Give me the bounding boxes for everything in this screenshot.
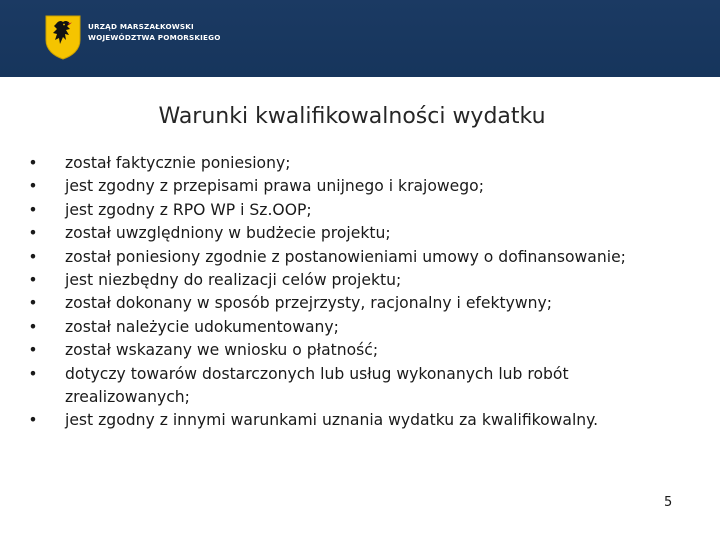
list-item-text: jest zgodny z innymi warunkami uznania wydatku za kwalifikowalny. (65, 411, 599, 430)
organization-name (88, 21, 221, 43)
page-number: 5 (664, 495, 673, 510)
conditions-list (28, 152, 678, 433)
organization-name-line1: URZĄD MARSZAŁKOWSKI (88, 22, 194, 31)
list-item (28, 152, 678, 175)
list-item (28, 363, 678, 410)
list-item (28, 199, 678, 222)
list-item (28, 316, 678, 339)
list-item-text: jest zgodny z przepisami prawa unijnego i krajowego; (65, 177, 484, 196)
bullet-point: • (28, 154, 38, 172)
bullet-point: • (28, 317, 38, 336)
list-item-text: został uwzględniony w budżecie projektu; (65, 224, 391, 243)
list-item-text: jest zgodny z RPO WP i Sz.OOP; (65, 200, 312, 219)
list-item (28, 222, 678, 245)
bullet-point: • (28, 177, 38, 196)
list-item-text: został należycie udokumentowany; (65, 317, 339, 336)
bullet-point: • (28, 411, 38, 430)
list-item (28, 409, 678, 432)
list-item-text: został wskazany we wniosku o płatność; (65, 341, 379, 360)
list-item-text: jest niezbędny do realizacji celów projektu; (65, 271, 402, 290)
list-item (28, 175, 678, 198)
list-item-text: dotyczy towarów dostarczonych lub usług wykonanych lub robót zrealizowanych; (65, 364, 569, 407)
pomorskie-griffin-crest-icon (44, 14, 82, 60)
bullet-point: • (28, 224, 38, 243)
bullet-point: • (28, 200, 38, 219)
slide-title: Warunki kwalifikowalności wydatku (158, 104, 546, 129)
bullet-point: • (28, 247, 38, 266)
list-item (28, 246, 678, 269)
list-item (28, 269, 678, 292)
list-item (28, 339, 678, 362)
bullet-point: • (28, 341, 38, 360)
bullet-point: • (28, 271, 38, 290)
list-item-text: został faktycznie poniesiony; (65, 154, 291, 172)
bullet-point: • (28, 364, 38, 383)
list-item-text: został poniesiony zgodnie z postanowieniami umowy o dofinansowanie; (65, 247, 626, 266)
header-bar (0, 0, 720, 77)
list-item-text: został dokonany w sposób przejrzysty, racjonalny i efektywny; (65, 294, 552, 313)
organization-name-line2: WOJEWÓDZTWA POMORSKIEGO (88, 33, 221, 42)
bullet-point: • (28, 294, 38, 313)
list-item (28, 292, 678, 315)
